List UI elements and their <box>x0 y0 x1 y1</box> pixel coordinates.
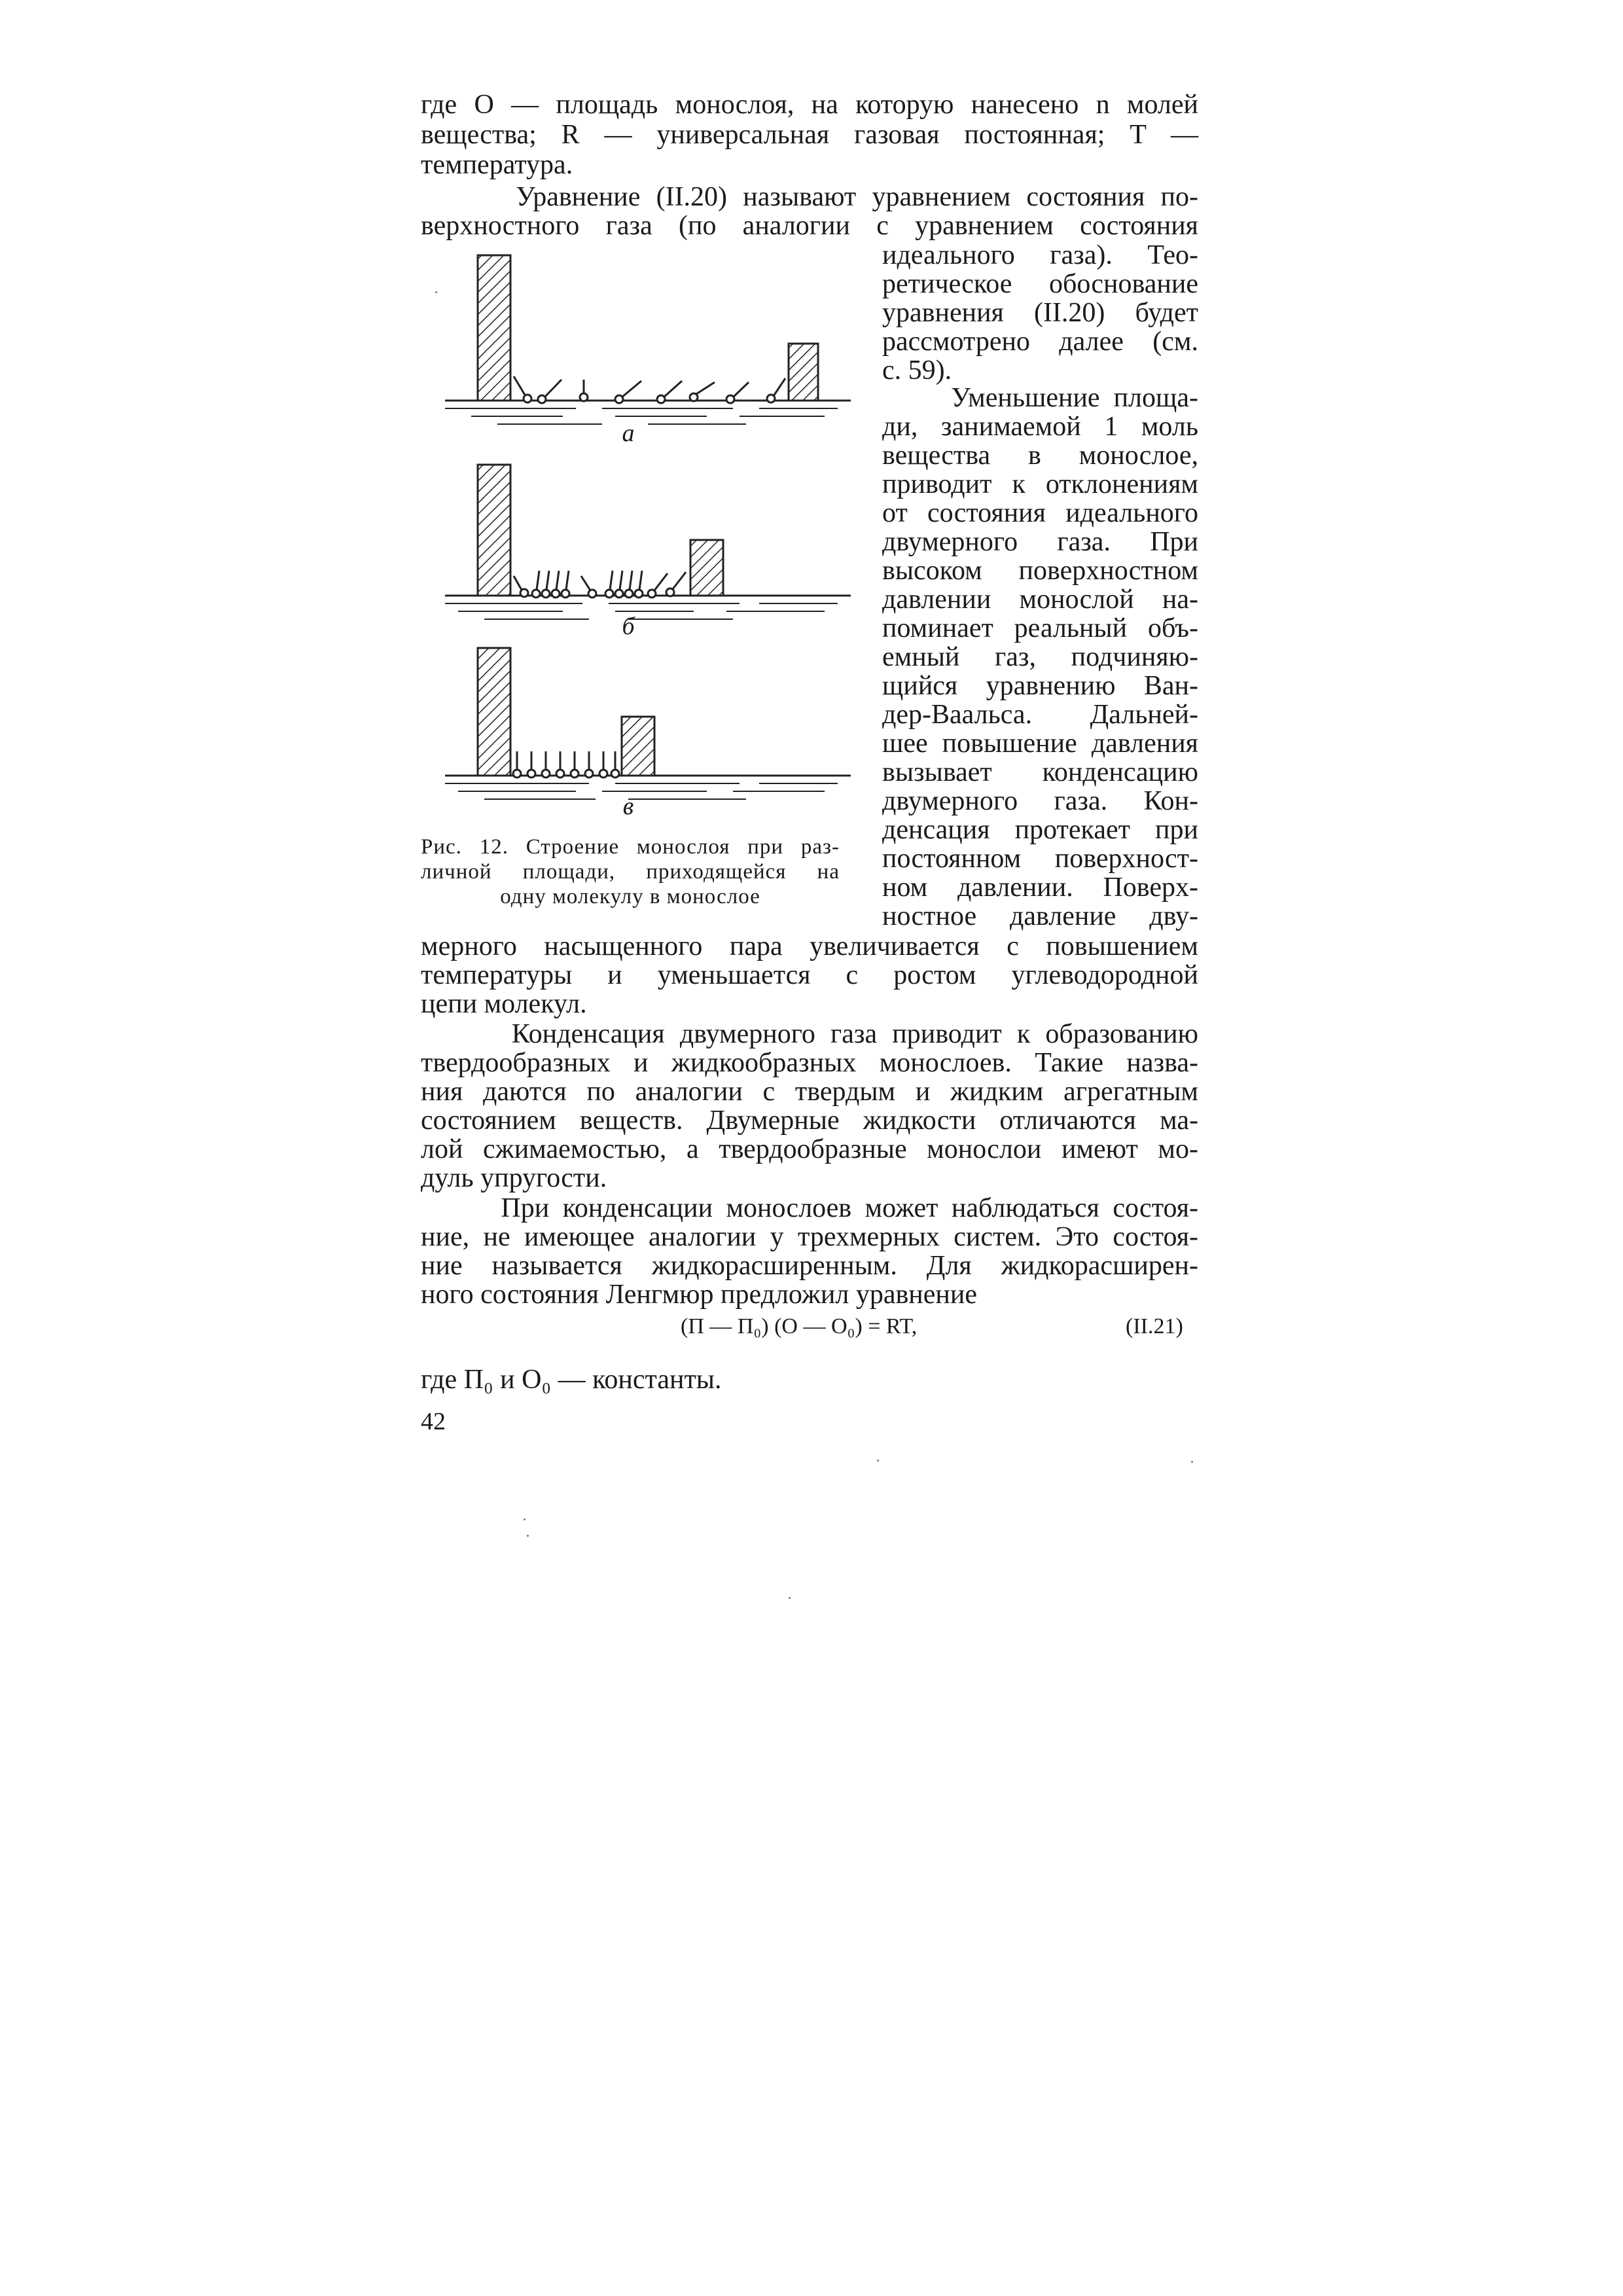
barrier-right <box>622 717 654 776</box>
text-line: дуль упругости. <box>421 1163 607 1193</box>
barrier-left <box>478 255 510 401</box>
text-line: верхностного газа (по аналогии с уравнением состояния <box>421 211 1198 241</box>
barrier-left <box>478 465 510 596</box>
page-number: 42 <box>421 1408 446 1435</box>
monolayer-figure <box>432 249 851 838</box>
figure-label-b: б <box>622 613 635 640</box>
figure-label-c: в <box>622 793 634 820</box>
text-line: где O — площадь монослоя, на которую нанесено n молей <box>421 90 1198 120</box>
scan-speck <box>1191 1461 1193 1463</box>
caption-line: одну молекулу в монослое <box>500 885 760 908</box>
diagram-b <box>445 465 851 619</box>
equation: (П — П₀) (O — O₀) = RT, <box>681 1314 918 1338</box>
text-line: твердообразных и жидкообразных монослоев. Такие назва- <box>421 1048 1198 1078</box>
diagram-c <box>445 648 851 799</box>
text-line: Конденсация двумерного газа приводит к образованию <box>421 1019 1198 1049</box>
scan-speck <box>527 1535 529 1537</box>
text-line: цепи молекул. <box>421 989 587 1019</box>
text-line: температуры и уменьшается с ростом углеводородной <box>421 960 1198 990</box>
text-line: мерного насыщенного пара увеличивается с повышением <box>421 931 1198 961</box>
text-line: емный газ, подчиняю- <box>882 642 1198 672</box>
text-line: приводит к отклонениям <box>882 469 1198 499</box>
text-line: денсация протекает при <box>882 815 1198 845</box>
text-line: ном давлении. Поверх- <box>882 872 1198 903</box>
text-line: давлении монослой на- <box>882 584 1198 615</box>
text-line: щийся уравнению Ван- <box>882 671 1198 701</box>
text-line: постоянном поверхност- <box>882 844 1198 874</box>
text-line: уравнения (II.20) будет <box>882 298 1198 328</box>
text-line: лой сжимаемостью, а твердообразные монослои имеют мо- <box>421 1134 1198 1164</box>
diagram-a <box>445 255 851 424</box>
equation-number: (II.21) <box>1126 1314 1183 1338</box>
scan-speck <box>789 1597 791 1599</box>
text-line: ние, не имеющее аналогии у трехмерных систем. Это состоя- <box>421 1222 1198 1252</box>
text-line: ние называется жидкорасширенным. Для жидкорасширен- <box>421 1251 1198 1281</box>
text-line: двумерного газа. Кон- <box>882 786 1198 816</box>
molecules-solid <box>513 751 619 778</box>
barrier-right <box>690 540 723 596</box>
text-line: вещества в монослое, <box>882 440 1198 471</box>
text-line: дер-Ваальса. Дальней- <box>882 700 1198 730</box>
text-line: идеального газа). Тео- <box>882 240 1198 270</box>
figure-label-a: а <box>622 420 635 447</box>
text-line: ретическое обоснование <box>882 269 1198 299</box>
text-line: состоянием веществ. Двумерные жидкости отличаются ма- <box>421 1105 1198 1136</box>
molecules-liquid <box>514 571 686 598</box>
caption-line: личной площади, приходящейся на <box>421 860 840 884</box>
caption-line: Рис. 12. Строение монослоя при раз- <box>421 835 840 859</box>
text-line: от состояния идеального <box>882 498 1198 528</box>
molecules-gas <box>514 376 785 403</box>
text-line: где П₀ и O₀ — константы. <box>421 1365 722 1395</box>
text-line: Уменьшение площа- <box>882 383 1198 413</box>
text-line: вызывает конденсацию <box>882 757 1198 787</box>
scan-speck <box>524 1518 526 1520</box>
text-line: ностное давление дву- <box>882 901 1198 931</box>
text-line: шее повышение давления <box>882 728 1198 759</box>
barrier-right <box>789 344 818 401</box>
scan-speck <box>435 291 437 293</box>
text-line: с. 59). <box>882 355 952 386</box>
text-line: вещества; R — универсальная газовая постоянная; T — <box>421 120 1198 150</box>
text-line: поминает реальный объ- <box>882 613 1198 643</box>
barrier-left <box>478 648 510 776</box>
text-line: высоком поверхностном <box>882 556 1198 586</box>
text-line: рассмотрено далее (см. <box>882 327 1198 357</box>
text-line: Уравнение (II.20) называют уравнением состояния по- <box>421 182 1198 212</box>
text-line: ния даются по аналогии с твердым и жидким агрегатным <box>421 1077 1198 1107</box>
text-line: При конденсации монослоев может наблюдаться состоя- <box>421 1193 1198 1223</box>
scan-speck <box>877 1460 879 1462</box>
text-line: двумерного газа. При <box>882 527 1198 557</box>
text-line: температура. <box>421 150 573 180</box>
text-line: ного состояния Ленгмюр предложил уравнение <box>421 1280 978 1310</box>
text-line: ди, занимаемой 1 моль <box>882 412 1198 442</box>
